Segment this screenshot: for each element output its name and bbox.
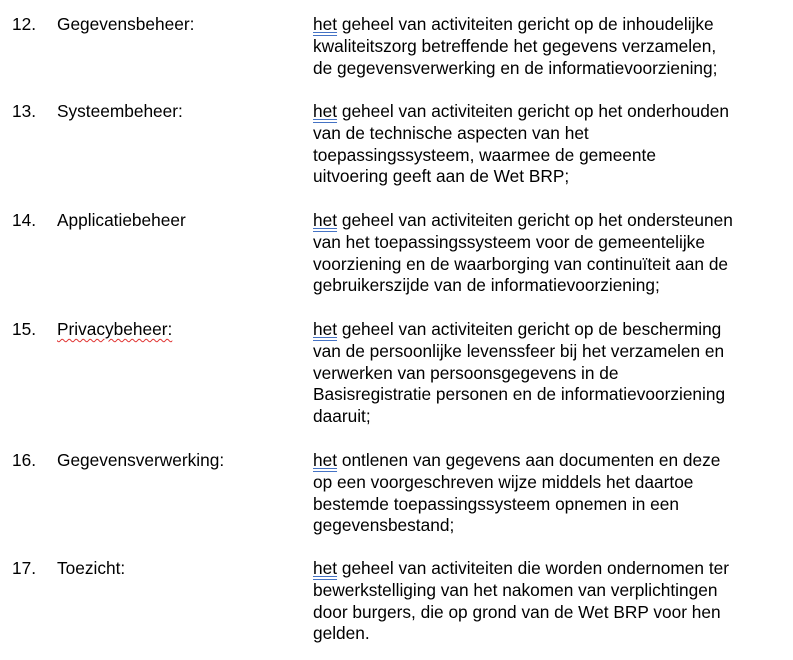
- grammar-flagged-word[interactable]: het: [313, 210, 338, 230]
- entry-definition: het geheel van activiteiten gericht op het ondersteunen van het toepassingssysteem voor de gemeentelijke voorziening en de waarborging van continuïteit aan de gebruikerszijde van de informatievoorziening;: [313, 210, 733, 296]
- entry-number: 12.: [12, 14, 37, 34]
- entry-term: Toezicht:: [57, 558, 126, 578]
- entry-number: 16.: [12, 450, 37, 470]
- entry-term: Gegevensverwerking:: [57, 450, 225, 470]
- grammar-flagged-word[interactable]: het: [313, 450, 338, 470]
- entry-definition: het geheel van activiteiten gericht op het onderhouden van de technische aspecten van het toepassingssysteem, waarmee de gemeente uitvoering geeft aan de Wet BRP;: [313, 101, 730, 187]
- grammar-flagged-word[interactable]: het: [313, 558, 338, 578]
- grammar-flagged-word[interactable]: het: [313, 319, 338, 339]
- entry-number: 13.: [12, 101, 37, 121]
- entry-definition: het geheel van activiteiten gericht op de bescherming van de persoonlijke levenssfeer bij het verzamelen en verwerken van persoonsgegevens in de Basisregistratie personen en de informatievoorziening daaruit;: [313, 319, 726, 427]
- entry-definition: het geheel van activiteiten gericht op de inhoudelijke kwaliteitszorg betreffende het gegevens verzamelen, de gegevensverwerking en de informatievoorziening;: [313, 14, 718, 78]
- entry-number: 17.: [12, 558, 37, 578]
- grammar-flagged-word[interactable]: het: [313, 101, 338, 121]
- entry-number: 14.: [12, 210, 37, 230]
- entry-term-spelling-flagged[interactable]: Privacybeheer:: [57, 319, 173, 339]
- grammar-flagged-word[interactable]: het: [313, 14, 338, 34]
- entry-term: Gegevensbeheer:: [57, 14, 195, 34]
- entry-definition: het ontlenen van gegevens aan documenten en deze op een voorgeschreven wijze middels het daartoe bestemde toepassingssysteem opnemen in een gegevensbestand;: [313, 450, 721, 536]
- entry-term: Systeembeheer:: [57, 101, 183, 121]
- entry-definition: het geheel van activiteiten die worden ondernomen ter bewerkstelliging van het nakomen van verplichtingen door burgers, die op grond van de Wet BRP voor hen gelden.: [313, 558, 729, 644]
- entry-term: Applicatiebeheer: [57, 210, 186, 230]
- entry-number: 15.: [12, 319, 37, 339]
